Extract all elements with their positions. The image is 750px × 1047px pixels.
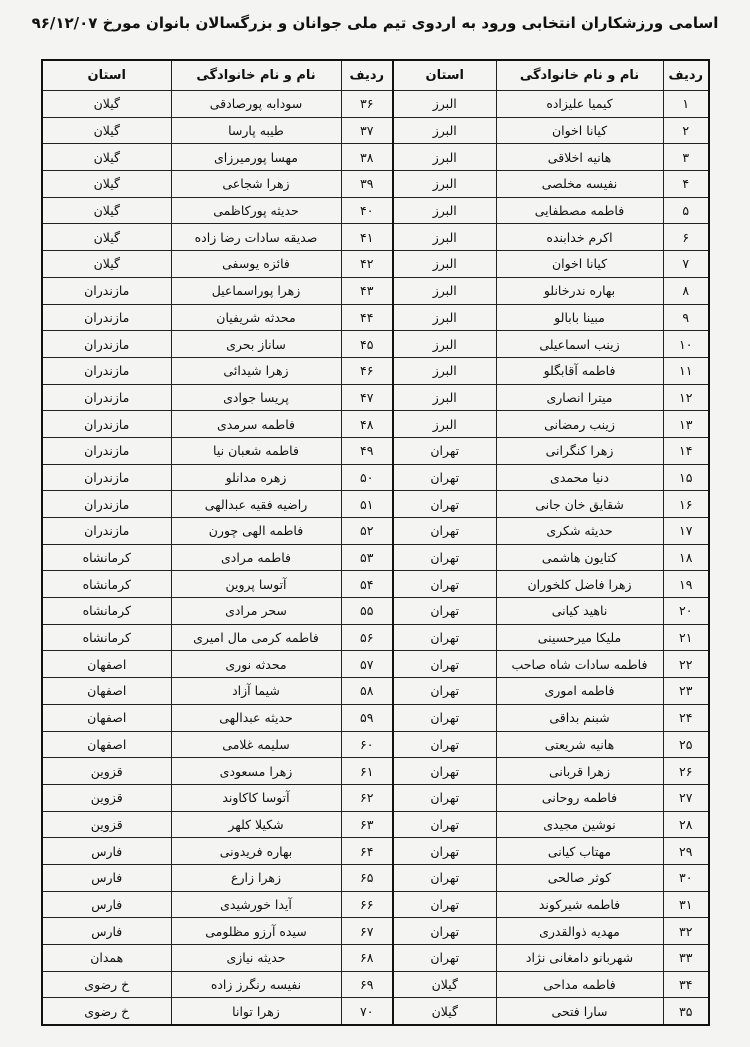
athlete-name-cell: فاطمه آقابگلو <box>496 357 663 384</box>
province-cell: تهران <box>393 464 496 491</box>
table-row <box>42 331 709 358</box>
province-cell: گیلان <box>42 251 171 278</box>
province-cell: تهران <box>393 598 496 625</box>
athlete-name-cell: پریسا جوادی <box>171 384 341 411</box>
row-number-cell: ۶۲ <box>341 784 393 811</box>
table-row <box>42 758 709 785</box>
row-number-cell: ۶۶ <box>341 891 393 918</box>
table-row <box>42 251 709 278</box>
athlete-name-cell: زهرا شیدائی <box>171 357 341 384</box>
athlete-name-cell: کیانا اخوان <box>496 117 663 144</box>
table-row <box>42 411 709 438</box>
row-number-cell: ۱۹ <box>663 571 709 598</box>
province-cell: گیلان <box>42 144 171 171</box>
table-row <box>42 304 709 331</box>
athlete-name-cell: صدیقه سادات رضا زاده <box>171 224 341 251</box>
row-number-cell: ۵ <box>663 197 709 224</box>
province-cell: گیلان <box>42 171 171 198</box>
province-cell: فارس <box>42 838 171 865</box>
athlete-name-cell: حدیثه پورکاظمی <box>171 197 341 224</box>
header-row-no: ردیف <box>341 60 393 91</box>
province-cell: البرز <box>393 171 496 198</box>
athlete-name-cell: زهرا زارع <box>171 864 341 891</box>
row-number-cell: ۴۱ <box>341 224 393 251</box>
athlete-name-cell: سلیمه غلامی <box>171 731 341 758</box>
athlete-name-cell: زهرا پوراسماعیل <box>171 277 341 304</box>
table-row <box>42 571 709 598</box>
header-province: استان <box>42 60 171 91</box>
athlete-name-cell: آتوسا کاکاوند <box>171 784 341 811</box>
province-cell: البرز <box>393 91 496 118</box>
row-number-cell: ۷۰ <box>341 998 393 1025</box>
province-cell: کرمانشاه <box>42 571 171 598</box>
province-cell: تهران <box>393 945 496 972</box>
province-cell: البرز <box>393 224 496 251</box>
row-number-cell: ۳۶ <box>341 91 393 118</box>
province-cell: تهران <box>393 651 496 678</box>
row-number-cell: ۴۴ <box>341 304 393 331</box>
athlete-name-cell: فاطمه الهی چورن <box>171 518 341 545</box>
athlete-name-cell: طیبه پارسا <box>171 117 341 144</box>
province-cell: اصفهان <box>42 651 171 678</box>
table-row <box>42 811 709 838</box>
province-cell: مازندران <box>42 331 171 358</box>
row-number-cell: ۱۳ <box>663 411 709 438</box>
athlete-name-cell: شبنم بداقی <box>496 704 663 731</box>
row-number-cell: ۶۴ <box>341 838 393 865</box>
row-number-cell: ۲۴ <box>663 704 709 731</box>
row-number-cell: ۵۲ <box>341 518 393 545</box>
province-cell: تهران <box>393 784 496 811</box>
row-number-cell: ۲۲ <box>663 651 709 678</box>
athlete-name-cell: سیده آرزو مظلومی <box>171 918 341 945</box>
athlete-name-cell: محدثه نوری <box>171 651 341 678</box>
row-number-cell: ۴۰ <box>341 197 393 224</box>
athlete-name-cell: مهسا پورمیرزای <box>171 144 341 171</box>
athlete-name-cell: شکیلا کلهر <box>171 811 341 838</box>
table-row <box>42 971 709 998</box>
province-cell: تهران <box>393 678 496 705</box>
province-cell: تهران <box>393 758 496 785</box>
province-cell: تهران <box>393 544 496 571</box>
province-cell: گیلان <box>42 197 171 224</box>
athlete-name-cell: مبینا بابالو <box>496 304 663 331</box>
athlete-name-cell: هانیه شریعتی <box>496 731 663 758</box>
row-number-cell: ۳۰ <box>663 864 709 891</box>
athlete-name-cell: کتایون هاشمی <box>496 544 663 571</box>
province-cell: تهران <box>393 518 496 545</box>
athlete-name-cell: نفیسه رنگرز زاده <box>171 971 341 998</box>
row-number-cell: ۳۱ <box>663 891 709 918</box>
athlete-name-cell: فاطمه اموری <box>496 678 663 705</box>
athlete-name-cell: شهربانو دامغانی نژاد <box>496 945 663 972</box>
row-number-cell: ۵۷ <box>341 651 393 678</box>
province-cell: البرز <box>393 251 496 278</box>
row-number-cell: ۱ <box>663 91 709 118</box>
table-row <box>42 384 709 411</box>
province-cell: البرز <box>393 144 496 171</box>
row-number-cell: ۳۴ <box>663 971 709 998</box>
header-row-no: ردیف <box>663 60 709 91</box>
row-number-cell: ۲۰ <box>663 598 709 625</box>
row-number-cell: ۶۷ <box>341 918 393 945</box>
athlete-name-cell: شیما آزاد <box>171 678 341 705</box>
athlete-name-cell: هانیه اخلاقی <box>496 144 663 171</box>
row-number-cell: ۲ <box>663 117 709 144</box>
row-number-cell: ۱۷ <box>663 518 709 545</box>
province-cell: تهران <box>393 864 496 891</box>
athlete-name-cell: اکرم خدابنده <box>496 224 663 251</box>
row-number-cell: ۵۶ <box>341 624 393 651</box>
table-row <box>42 144 709 171</box>
row-number-cell: ۱۲ <box>663 384 709 411</box>
table-row <box>42 891 709 918</box>
row-number-cell: ۸ <box>663 277 709 304</box>
row-number-cell: ۲۵ <box>663 731 709 758</box>
table-row <box>42 704 709 731</box>
row-number-cell: ۲۶ <box>663 758 709 785</box>
province-cell: تهران <box>393 731 496 758</box>
row-number-cell: ۲۱ <box>663 624 709 651</box>
row-number-cell: ۵۰ <box>341 464 393 491</box>
table-row <box>42 998 709 1025</box>
athlete-name-cell: میترا انصاری <box>496 384 663 411</box>
row-number-cell: ۵۳ <box>341 544 393 571</box>
province-cell: مازندران <box>42 411 171 438</box>
table-row <box>42 918 709 945</box>
row-number-cell: ۱۶ <box>663 491 709 518</box>
table-row <box>42 277 709 304</box>
header-province: استان <box>393 60 496 91</box>
province-cell: خ رضوی <box>42 998 171 1025</box>
row-number-cell: ۶۰ <box>341 731 393 758</box>
athlete-name-cell: آتوسا پروین <box>171 571 341 598</box>
province-cell: مازندران <box>42 464 171 491</box>
row-number-cell: ۱۱ <box>663 357 709 384</box>
athlete-name-cell: فاطمه مرادی <box>171 544 341 571</box>
province-cell: مازندران <box>42 357 171 384</box>
athlete-name-cell: فاطمه کرمی مال امیری <box>171 624 341 651</box>
athlete-name-cell: زهرا توانا <box>171 998 341 1025</box>
athlete-name-cell: زهرا فاضل کلخوران <box>496 571 663 598</box>
athlete-name-cell: فاطمه مصطفایی <box>496 197 663 224</box>
athlete-name-cell: زهره مدانلو <box>171 464 341 491</box>
province-cell: البرز <box>393 277 496 304</box>
athlete-name-cell: فاطمه شعبان نیا <box>171 437 341 464</box>
athlete-name-cell: سودابه پورصادقی <box>171 91 341 118</box>
province-cell: گیلان <box>42 91 171 118</box>
table-row <box>42 731 709 758</box>
athlete-name-cell: کوثر صالحی <box>496 864 663 891</box>
province-cell: البرز <box>393 331 496 358</box>
athlete-name-cell: فاطمه سادات شاه صاحب <box>496 651 663 678</box>
row-number-cell: ۲۹ <box>663 838 709 865</box>
province-cell: گیلان <box>42 224 171 251</box>
province-cell: البرز <box>393 411 496 438</box>
row-number-cell: ۴۹ <box>341 437 393 464</box>
table-row <box>42 464 709 491</box>
row-number-cell: ۳ <box>663 144 709 171</box>
athlete-name-cell: زهرا قربانی <box>496 758 663 785</box>
row-number-cell: ۵۵ <box>341 598 393 625</box>
row-number-cell: ۳۳ <box>663 945 709 972</box>
athlete-name-cell: نفیسه مخلصی <box>496 171 663 198</box>
athlete-name-cell: مهتاب کیانی <box>496 838 663 865</box>
athlete-name-cell: حدیثه شکری <box>496 518 663 545</box>
page-title: اسامی ورزشکاران انتخابی ورود به اردوی تیم ملی جوانان و بزرگسالان بانوان مورخ ۹۶/۱۲/۰۷ <box>31 14 719 32</box>
table-row <box>42 624 709 651</box>
province-cell: گیلان <box>393 971 496 998</box>
province-cell: فارس <box>42 864 171 891</box>
province-cell: تهران <box>393 838 496 865</box>
table-header-row <box>42 60 709 91</box>
athlete-name-cell: کیانا اخوان <box>496 251 663 278</box>
athlete-name-cell: دنیا محمدی <box>496 464 663 491</box>
row-number-cell: ۵۴ <box>341 571 393 598</box>
athlete-name-cell: حدیثه نیازی <box>171 945 341 972</box>
row-number-cell: ۲۷ <box>663 784 709 811</box>
province-cell: خ رضوی <box>42 971 171 998</box>
athlete-name-cell: کیمیا علیزاده <box>496 91 663 118</box>
province-cell: البرز <box>393 304 496 331</box>
province-cell: تهران <box>393 918 496 945</box>
athlete-name-cell: ناهید کیانی <box>496 598 663 625</box>
row-number-cell: ۶۸ <box>341 945 393 972</box>
province-cell: فارس <box>42 891 171 918</box>
athlete-name-cell: محدثه شریفیان <box>171 304 341 331</box>
row-number-cell: ۶۹ <box>341 971 393 998</box>
row-number-cell: ۵۱ <box>341 491 393 518</box>
table-row <box>42 945 709 972</box>
athlete-name-cell: ساناز بحری <box>171 331 341 358</box>
athlete-name-cell: فاطمه مداحی <box>496 971 663 998</box>
province-cell: اصفهان <box>42 731 171 758</box>
athlete-name-cell: بهاره ندرخانلو <box>496 277 663 304</box>
athlete-name-cell: زینب رمضانی <box>496 411 663 438</box>
province-cell: تهران <box>393 704 496 731</box>
row-number-cell: ۱۴ <box>663 437 709 464</box>
athlete-name-cell: فاطمه سرمدی <box>171 411 341 438</box>
athlete-name-cell: فاطمه شیرکوند <box>496 891 663 918</box>
row-number-cell: ۱۸ <box>663 544 709 571</box>
row-number-cell: ۳۷ <box>341 117 393 144</box>
athlete-name-cell: مهدیه ذوالقدری <box>496 918 663 945</box>
province-cell: تهران <box>393 624 496 651</box>
athlete-name-cell: بهاره فریدونی <box>171 838 341 865</box>
province-cell: کرمانشاه <box>42 598 171 625</box>
table-row <box>42 91 709 118</box>
table-row <box>42 117 709 144</box>
province-cell: فارس <box>42 918 171 945</box>
header-name: نام و نام خانوادگی <box>171 60 341 91</box>
row-number-cell: ۵۹ <box>341 704 393 731</box>
row-number-cell: ۴ <box>663 171 709 198</box>
province-cell: تهران <box>393 437 496 464</box>
province-cell: قزوین <box>42 811 171 838</box>
province-cell: گیلان <box>393 998 496 1025</box>
row-number-cell: ۱۰ <box>663 331 709 358</box>
province-cell: تهران <box>393 811 496 838</box>
province-cell: مازندران <box>42 518 171 545</box>
province-cell: البرز <box>393 197 496 224</box>
province-cell: مازندران <box>42 277 171 304</box>
province-cell: همدان <box>42 945 171 972</box>
athlete-name-cell: زینب اسماعیلی <box>496 331 663 358</box>
athlete-name-cell: زهرا شجاعی <box>171 171 341 198</box>
row-number-cell: ۶۳ <box>341 811 393 838</box>
province-cell: مازندران <box>42 491 171 518</box>
header-name: نام و نام خانوادگی <box>496 60 663 91</box>
province-cell: تهران <box>393 571 496 598</box>
table-row <box>42 357 709 384</box>
row-number-cell: ۳۲ <box>663 918 709 945</box>
row-number-cell: ۳۵ <box>663 998 709 1025</box>
athlete-name-cell: فاطمه روحانی <box>496 784 663 811</box>
athlete-table <box>41 59 710 1026</box>
row-number-cell: ۷ <box>663 251 709 278</box>
athlete-name-cell: ملیکا میرحسینی <box>496 624 663 651</box>
table-row <box>42 784 709 811</box>
row-number-cell: ۲۸ <box>663 811 709 838</box>
province-cell: کرمانشاه <box>42 544 171 571</box>
province-cell: مازندران <box>42 304 171 331</box>
table-row <box>42 437 709 464</box>
table-row <box>42 171 709 198</box>
row-number-cell: ۱۵ <box>663 464 709 491</box>
athlete-name-cell: نوشین مجیدی <box>496 811 663 838</box>
athlete-name-cell: حدیثه عبدالهی <box>171 704 341 731</box>
athlete-name-cell: شقایق خان جانی <box>496 491 663 518</box>
table-row <box>42 491 709 518</box>
table-row <box>42 598 709 625</box>
province-cell: اصفهان <box>42 678 171 705</box>
row-number-cell: ۶۵ <box>341 864 393 891</box>
table-row <box>42 224 709 251</box>
province-cell: اصفهان <box>42 704 171 731</box>
table-row <box>42 864 709 891</box>
athlete-name-cell: زهرا کنگرانی <box>496 437 663 464</box>
row-number-cell: ۴۶ <box>341 357 393 384</box>
table-row <box>42 544 709 571</box>
row-number-cell: ۳۹ <box>341 171 393 198</box>
athlete-name-cell: زهرا مسعودی <box>171 758 341 785</box>
province-cell: مازندران <box>42 437 171 464</box>
province-cell: کرمانشاه <box>42 624 171 651</box>
table-row <box>42 651 709 678</box>
province-cell: مازندران <box>42 384 171 411</box>
row-number-cell: ۶ <box>663 224 709 251</box>
province-cell: گیلان <box>42 117 171 144</box>
athlete-name-cell: سحر مرادی <box>171 598 341 625</box>
table-row <box>42 678 709 705</box>
athlete-name-cell: آیدا خورشیدی <box>171 891 341 918</box>
row-number-cell: ۴۳ <box>341 277 393 304</box>
table-body <box>42 91 709 1026</box>
athlete-name-cell: راضیه فقیه عبدالهی <box>171 491 341 518</box>
row-number-cell: ۴۷ <box>341 384 393 411</box>
province-cell: البرز <box>393 357 496 384</box>
row-number-cell: ۴۵ <box>341 331 393 358</box>
province-cell: قزوین <box>42 758 171 785</box>
athlete-name-cell: سارا فتحی <box>496 998 663 1025</box>
table-row <box>42 197 709 224</box>
row-number-cell: ۳۸ <box>341 144 393 171</box>
row-number-cell: ۲۳ <box>663 678 709 705</box>
athlete-name-cell: فائزه یوسفی <box>171 251 341 278</box>
row-number-cell: ۹ <box>663 304 709 331</box>
province-cell: البرز <box>393 384 496 411</box>
row-number-cell: ۴۲ <box>341 251 393 278</box>
province-cell: قزوین <box>42 784 171 811</box>
province-cell: تهران <box>393 491 496 518</box>
row-number-cell: ۶۱ <box>341 758 393 785</box>
province-cell: تهران <box>393 891 496 918</box>
table-row <box>42 518 709 545</box>
table-row <box>42 838 709 865</box>
row-number-cell: ۴۸ <box>341 411 393 438</box>
province-cell: البرز <box>393 117 496 144</box>
row-number-cell: ۵۸ <box>341 678 393 705</box>
